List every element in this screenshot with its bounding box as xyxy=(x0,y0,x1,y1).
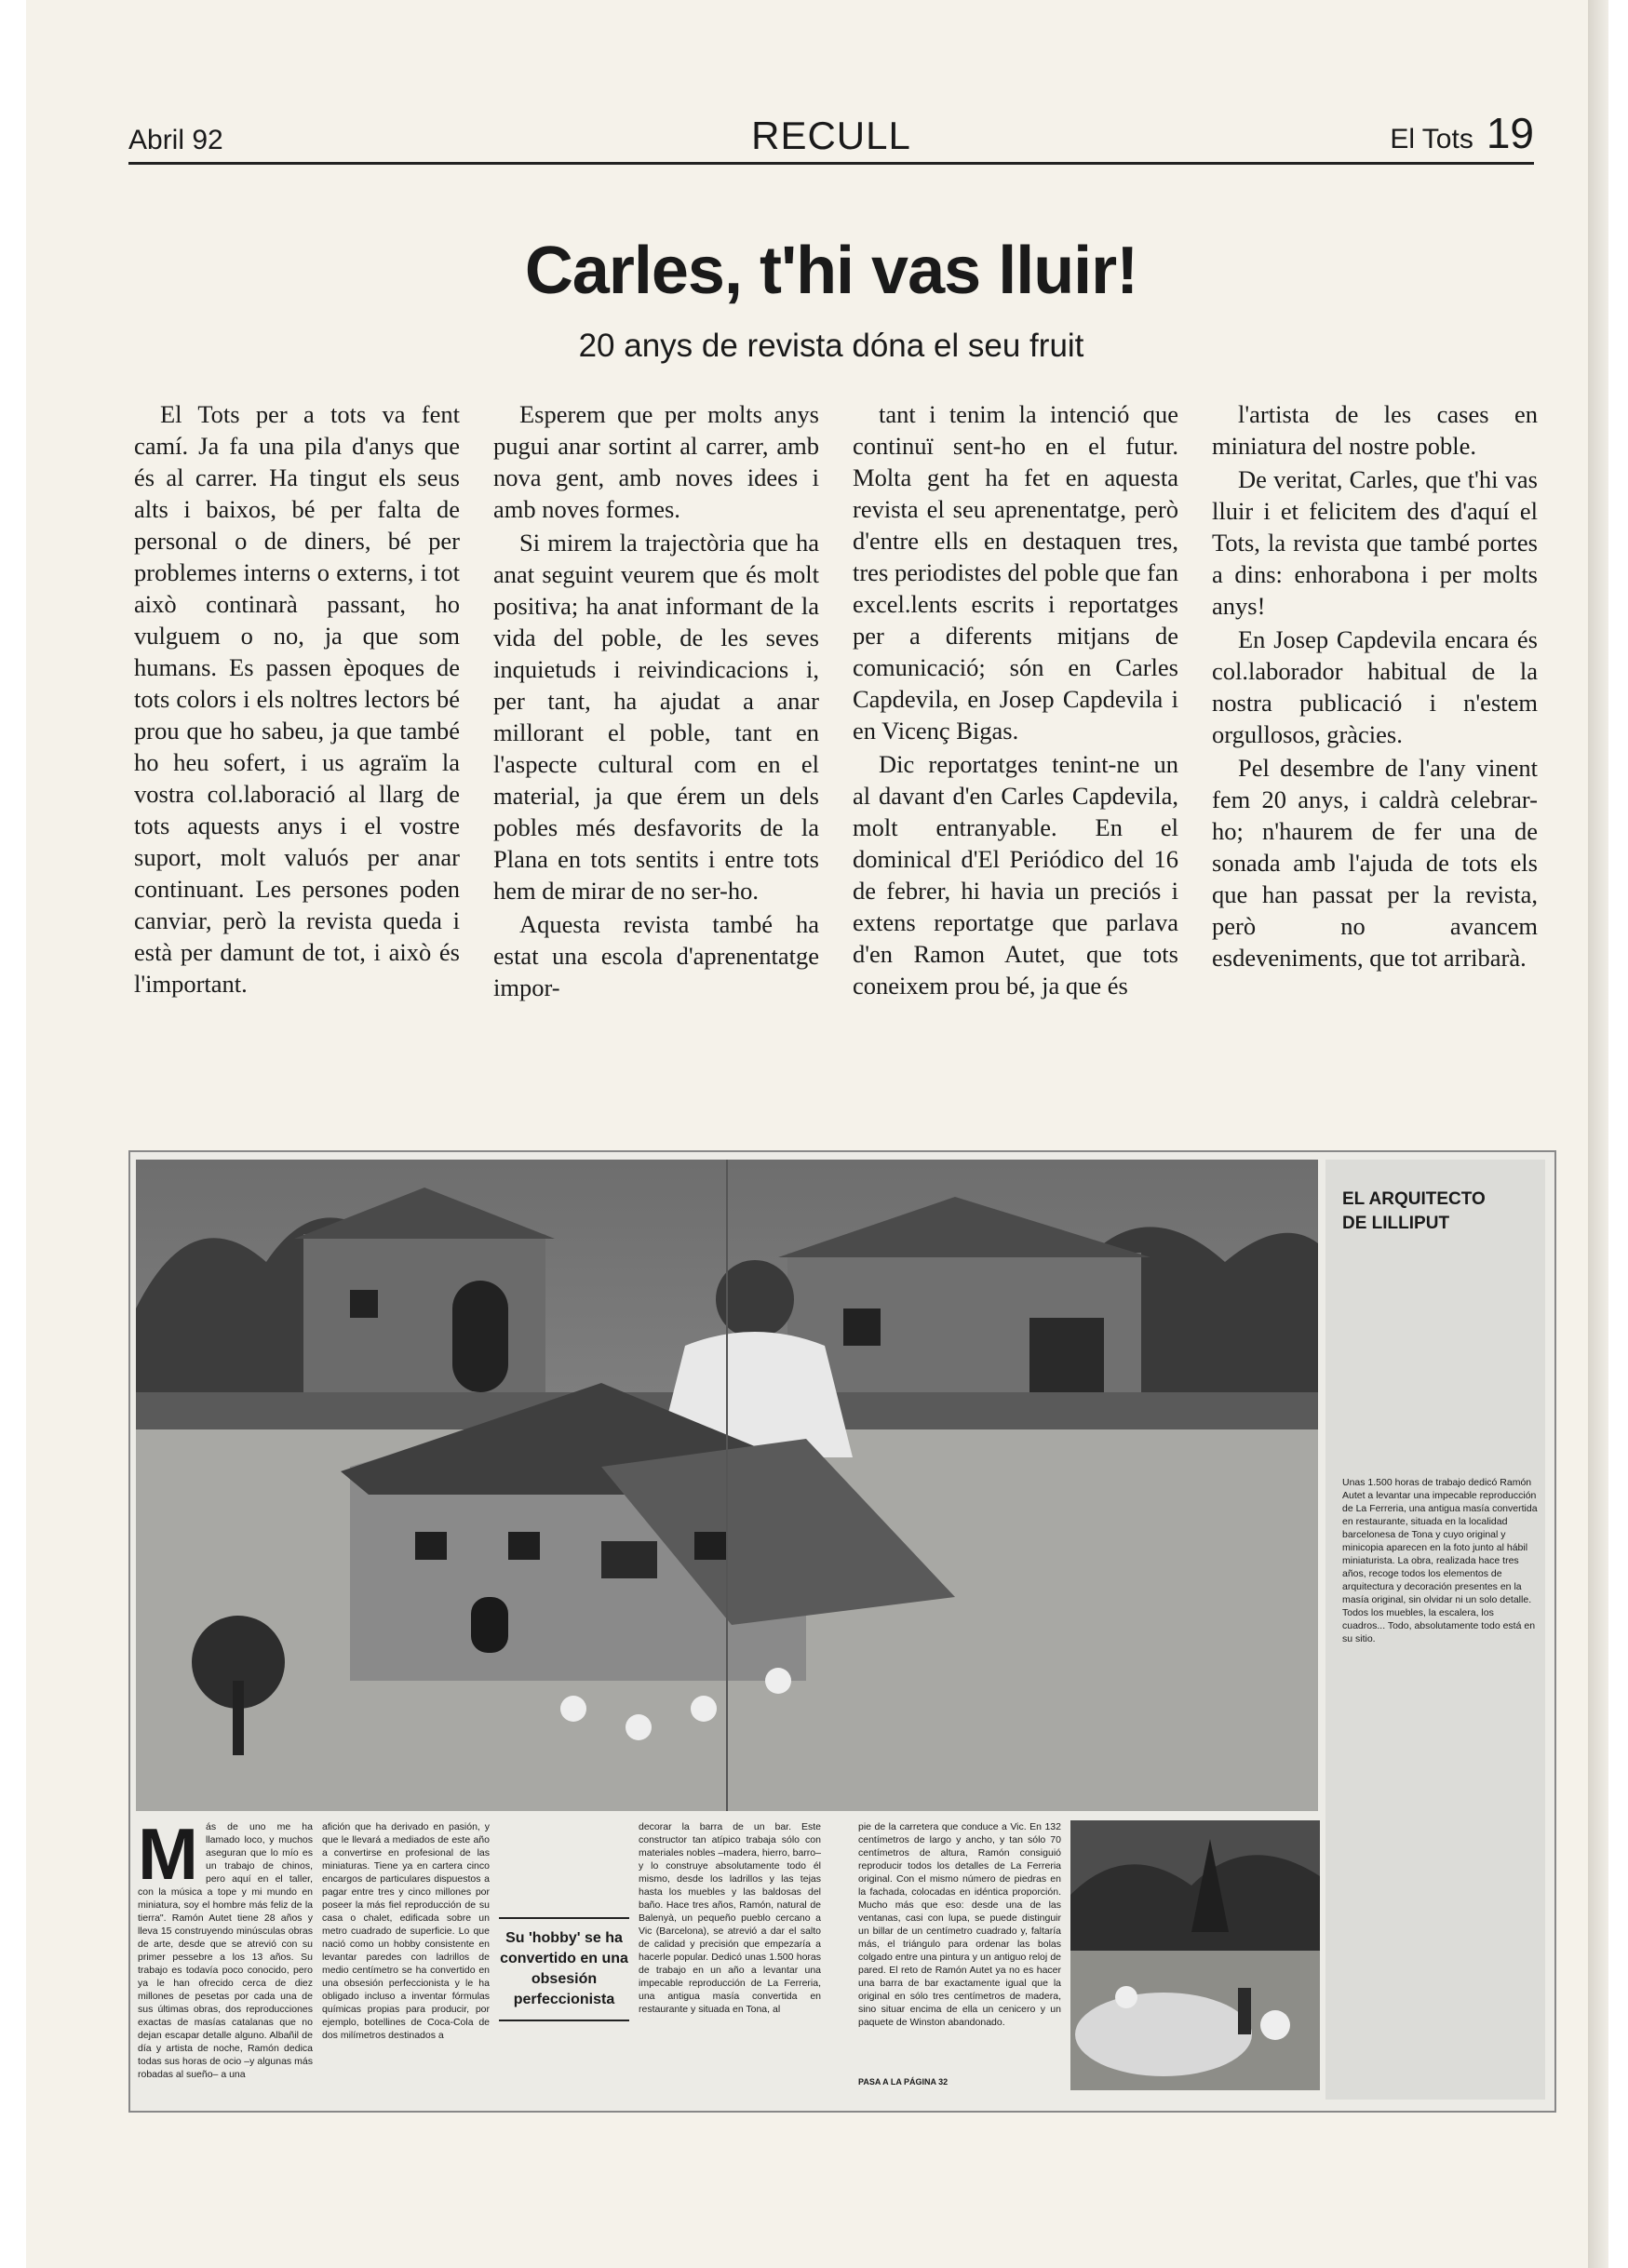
detail-illustration xyxy=(1070,1820,1320,2090)
issue-date: Abril 92 xyxy=(128,125,223,155)
pull-quote: Su 'hobby' se ha convertido en una obsesión perfeccionista xyxy=(499,1917,629,2021)
clipping-text: decorar la barra de un bar. Este constructor tan atípico trabaja sólo con materiales nobles –madera, hierro, barro– y lo construye absolutamente todo él mismo, desde los ladrillos y las tejas hasta los muebles y las baldosas del baño. Hace tres años, Ramón, natural de Balenyà, un pequeño pueblo cercano a Vic (Barcelona), se atrevió a dar el salto de calidad y precisión que empezaría a hacerle popular. Dedicó unas 1.500 horas de trabajo en un año a levantar una impecable reproducción de La Ferreria, una antigua masía convertida en restaurante y situada en Tona, al xyxy=(639,1821,821,2015)
section-name: RECULL xyxy=(751,114,911,157)
paragraph: l'artista de les cases en miniatura del nostre poble. xyxy=(1212,400,1538,460)
caption-sidebar xyxy=(1325,1160,1545,2100)
continued-note: PASA A LA PÁGINA 32 xyxy=(858,2077,949,2087)
caption-title-line: EL ARQUITECTO xyxy=(1342,1189,1486,1209)
drop-cap: M xyxy=(138,1820,198,1895)
page-number: 19 xyxy=(1486,109,1534,157)
miniature-house-photo xyxy=(136,1160,1318,1811)
paragraph: De veritat, Carles, que t'hi vas lluir i et felicitem des d'aquí el Tots, la revista que també portes a dins: enhorabona i per molts anys! xyxy=(1212,465,1538,620)
miniature-detail-photo xyxy=(1070,1820,1320,2090)
article-column-3 xyxy=(853,398,1178,1001)
paragraph: Si mirem la trajectòria que ha anat seguint veurem que és molt positiva; ha anat informant de la vida del poble, de les seves inquietuds i reivindicacions i, per tant, ha ajudat a anar millorant el poble, tant en l'aspecte cultural com en el material, ja que érem un dels pobles més desfavorits de la Plana en tots sentits i entre tots hem de mirar de no ser-ho. xyxy=(493,529,819,905)
clipping-column-2 xyxy=(322,1820,490,2090)
paragraph: Pel desembre de l'any vinent fem 20 anys, i caldrà celebrar-ho; n'haurem de fer una de sonada amb l'ajuda de tots els que han passat per la revista, però no avancem esdeveniments, que tot arribarà. xyxy=(1212,754,1538,972)
paragraph: En Josep Capdevila encara és col.laborador habitual de la nostra publicació i n'estem orgullosos, gràcies. xyxy=(1212,625,1538,748)
article-column-1 xyxy=(134,398,460,1000)
article-title: Carles, t'hi vas lluir! xyxy=(524,234,1138,308)
clipping-text: ás de uno me ha llamado loco, y muchos aseguran que lo mío es un trabajo de chinos, pero aquí en el taller, con la música a tope y mi mundo en miniatura, soy el hombre más feliz de la tierra". Ramón Autet tiene 28 años y lleva 15 construyendo minúsculas obras de arte, desde que se atrevió con su primer pessebre a los 13 años. Su trabajo es todavía poco conocido, pero ya le han ofrecido cerca de diez millones de pesetas por cada una de sus últimas obras, dos reproducciones exactas de masías catalanas que no dejan escapar detalle alguno. Albañil de día y artista de noche, Ramón dedica todas sus horas de ocio –y algunas más robadas al sueño– a una xyxy=(138,1821,313,2080)
clipping-column-1 xyxy=(138,1820,313,2090)
paragraph: Dic reportatges tenint-ne un al davant d'en Carles Capdevila, molt entranyable. En el dominical d'El Periódico del 16 de febrer, hi havia un preciós i extens reportatge que parlava d'en Ramon Autet, que tots coneixem prou bé, ja que és xyxy=(853,750,1178,1000)
magazine-page xyxy=(26,0,1608,2268)
page-header xyxy=(128,110,1534,165)
caption-title xyxy=(1342,1188,1486,1236)
publication-and-page xyxy=(1390,108,1534,158)
caption-text: Unas 1.500 horas de trabajo dedicó Ramón Autet a levantar una impecable reproducción de La Ferreria, una antigua masía convertida en restaurante, situada en la localidad barcelonesa de Tona y cuyo original y minicopia aparecen en la foto junto al hábil miniaturista. La obra, realizada hace tres años, recoge todos los elementos de arquitectura y decoración presentes en la masía original, sin olvidar ni un solo detalle. Todos los muebles, la escalera, los cuadros... Todo, absolutamente todo está en su sitio. xyxy=(1342,1477,1538,1644)
reprinted-clipping xyxy=(128,1150,1556,2113)
clipping-text: pie de la carretera que conduce a Vic. En 132 centímetros de largo y ancho, y tan sólo 70 centímetros de altura, Ramón consiguió reproducir todos los detalles de La Ferreria original. Con el mismo número de piedras en la fachada, colocadas en idéntica proporción. Mucho más que eso: desde una de las ventanas, casi con lupa, se puede distinguir un billar de un centímetro cuadrado y, faltaría más, el triángulo para ordenar las bolas colgado entre una pintura y un antiguo reloj de pared. El reto de Ramón Autet ya no es hacer una barra de bar exactamente igual que la original en sólo tres centímetros de madera, sino situar encima de ella un cenicero y un paquete de Winston abandonado. xyxy=(858,1821,1061,2028)
paragraph: El Tots per a tots va fent camí. Ja fa una pila d'anys que és al carrer. Ha tingut els seus alts i baixos, bé per falta de personal o de diners, bé per problemes interns o externs, i tot això continarà passant, ho vulguem o no, ja que som humans. Es passen èpoques de tots colors i els noltres lectors bé prou que ho sabeu, ja que també ho heu sofert, i us agraïm la vostra col.laboració al llarg de tots aquests anys i el vostre suport, molt valuós per anar continuant. Les persones poden canviar, però la revista queda i està per damunt de tot, i això és l'important. xyxy=(134,400,460,998)
article-subtitle: 20 anys de revista dóna el seu fruit xyxy=(578,328,1084,364)
paragraph: tant i tenim la intenció que continuï sent-ho en el futur. Molta gent ha fet en aquesta revista el seu aprenentatge, però d'entre ells en destaquen tres, tres periodistes del poble que fan excel.lents escrits i reportatges per a diferents mitjans de comunicació; són en Carles Capdevila, en Josep Capdevila i en Vicenç Bigas. xyxy=(853,400,1178,745)
clipping-text: afición que ha derivado en pasión, y que le llevará a mediados de este año a convertirse en profesional de las miniaturas. Tiene ya en cartera cinco encargos de particulares dispuestos a pagar entre tres y cinco millones por poseer la más fiel reproducción de su casa o chalet, edificada sobre un metro cuadrado de superficie. Lo que nació como un hobby consistente en levantar paredes con ladrillos de medio centímetro se ha convertido en una obsesión perfeccionista y le ha obligado incluso a inventar fórmulas químicas propias para producir, por ejemplo, botellines de Coca-Cola de dos milímetros destinados a xyxy=(322,1821,490,2041)
page-edge xyxy=(1588,0,1608,2268)
article-column-4 xyxy=(1212,398,1538,973)
paragraph: Esperem que per molts anys pugui anar sortint al carrer, amb nova gent, amb noves idees i amb noves formes. xyxy=(493,400,819,523)
photo-illustration xyxy=(136,1160,1318,1811)
clipping-column-3 xyxy=(639,1820,821,2090)
paragraph: Aquesta revista també ha estat una escola d'aprenentatge impor- xyxy=(493,910,819,1001)
article-column-2 xyxy=(493,398,819,1003)
clipping-column-4 xyxy=(858,1820,1061,2072)
caption-title-line: DE LILLIPUT xyxy=(1342,1214,1450,1233)
publication-name: El Tots xyxy=(1390,124,1473,154)
